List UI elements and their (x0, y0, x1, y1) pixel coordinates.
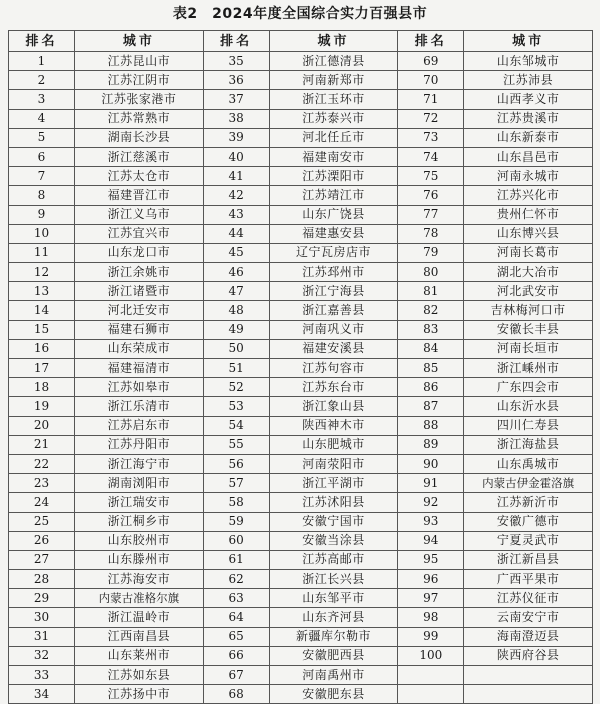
city-cell: 福建南安市 (269, 147, 398, 166)
table-row (9, 205, 593, 224)
rank-cell: 84 (398, 339, 464, 358)
city-cell: 山东莱州市 (75, 646, 204, 665)
table-row (9, 282, 593, 301)
city-cell (464, 685, 593, 704)
table-row (9, 90, 593, 109)
rank-cell: 96 (398, 570, 464, 589)
rank-cell: 50 (203, 339, 269, 358)
rank-cell: 86 (398, 378, 464, 397)
city-cell: 安徽长丰县 (464, 320, 593, 339)
rank-cell: 43 (203, 205, 269, 224)
header-city: 城市 (75, 31, 204, 52)
rank-cell: 46 (203, 263, 269, 282)
table-row (9, 435, 593, 454)
city-cell: 浙江义乌市 (75, 205, 204, 224)
rank-cell: 24 (9, 493, 75, 512)
rank-cell: 83 (398, 320, 464, 339)
rank-cell: 10 (9, 224, 75, 243)
rank-cell: 38 (203, 109, 269, 128)
city-cell: 江西南昌县 (75, 627, 204, 646)
city-cell: 江苏泰兴市 (269, 109, 398, 128)
city-cell: 江苏仪征市 (464, 589, 593, 608)
rank-cell: 31 (9, 627, 75, 646)
header-city: 城市 (464, 31, 593, 52)
city-cell: 内蒙古伊金霍洛旗 (464, 474, 593, 493)
rank-cell: 2 (9, 71, 75, 90)
city-cell: 四川仁寿县 (464, 416, 593, 435)
city-cell: 辽宁瓦房店市 (269, 243, 398, 262)
rank-cell: 70 (398, 71, 464, 90)
table-row (9, 339, 593, 358)
city-cell: 江苏东台市 (269, 378, 398, 397)
rank-cell: 44 (203, 224, 269, 243)
rank-cell: 23 (9, 474, 75, 493)
city-cell: 浙江嵊州市 (464, 359, 593, 378)
city-cell: 浙江乐清市 (75, 397, 204, 416)
city-cell: 江苏句容市 (269, 359, 398, 378)
city-cell: 福建惠安县 (269, 224, 398, 243)
city-cell: 河南禹州市 (269, 666, 398, 685)
rank-cell: 49 (203, 320, 269, 339)
rank-cell: 67 (203, 666, 269, 685)
rank-cell: 95 (398, 550, 464, 569)
city-cell: 江苏太仓市 (75, 167, 204, 186)
city-cell: 安徽肥东县 (269, 685, 398, 704)
rank-cell: 26 (9, 531, 75, 550)
table-row (9, 359, 593, 378)
header-city: 城市 (269, 31, 398, 52)
city-cell: 山东龙口市 (75, 243, 204, 262)
city-cell: 浙江桐乡市 (75, 512, 204, 531)
city-cell: 江苏新沂市 (464, 493, 593, 512)
city-cell: 江苏丹阳市 (75, 435, 204, 454)
city-cell: 山东广饶县 (269, 205, 398, 224)
city-cell: 陕西府谷县 (464, 646, 593, 665)
rank-cell: 1 (9, 52, 75, 71)
city-cell: 安徽当涂县 (269, 531, 398, 550)
city-cell: 河南长垣市 (464, 339, 593, 358)
city-cell: 湖南浏阳市 (75, 474, 204, 493)
city-cell: 福建石狮市 (75, 320, 204, 339)
rank-cell: 41 (203, 167, 269, 186)
table-row (9, 397, 593, 416)
rank-cell: 53 (203, 397, 269, 416)
city-cell: 吉林梅河口市 (464, 301, 593, 320)
rank-cell (398, 685, 464, 704)
rank-cell: 16 (9, 339, 75, 358)
city-cell: 山东胶州市 (75, 531, 204, 550)
city-cell: 浙江平湖市 (269, 474, 398, 493)
city-cell: 江苏启东市 (75, 416, 204, 435)
city-cell: 浙江温岭市 (75, 608, 204, 627)
rank-cell: 37 (203, 90, 269, 109)
table-row (9, 224, 593, 243)
city-cell: 浙江嘉善县 (269, 301, 398, 320)
rank-cell: 74 (398, 147, 464, 166)
rank-cell: 99 (398, 627, 464, 646)
city-cell: 江苏贵溪市 (464, 109, 593, 128)
city-cell: 浙江海盐县 (464, 435, 593, 454)
table-caption: 表2 2024年度全国综合实力百强县市 (172, 6, 428, 22)
city-cell: 内蒙古准格尔旗 (75, 589, 204, 608)
table-row (9, 550, 593, 569)
table-row (9, 301, 593, 320)
rank-cell: 97 (398, 589, 464, 608)
table-row (9, 454, 593, 473)
rank-cell: 55 (203, 435, 269, 454)
rank-cell: 17 (9, 359, 75, 378)
rank-cell: 7 (9, 167, 75, 186)
table-row (9, 320, 593, 339)
rank-cell: 32 (9, 646, 75, 665)
city-cell: 山东肥城市 (269, 435, 398, 454)
city-cell: 山东滕州市 (75, 550, 204, 569)
city-cell: 江苏邳州市 (269, 263, 398, 282)
rank-cell: 13 (9, 282, 75, 301)
rank-cell: 92 (398, 493, 464, 512)
table-row (9, 416, 593, 435)
city-cell: 江苏沛县 (464, 71, 593, 90)
rank-cell: 9 (9, 205, 75, 224)
rank-cell: 29 (9, 589, 75, 608)
rank-cell: 47 (203, 282, 269, 301)
rank-cell: 98 (398, 608, 464, 627)
rank-cell: 30 (9, 608, 75, 627)
rank-cell: 80 (398, 263, 464, 282)
rank-cell: 82 (398, 301, 464, 320)
rank-cell: 78 (398, 224, 464, 243)
rank-cell: 71 (398, 90, 464, 109)
table-row (9, 685, 593, 704)
rank-cell: 45 (203, 243, 269, 262)
rank-cell: 15 (9, 320, 75, 339)
city-cell: 山东禹城市 (464, 454, 593, 473)
rank-cell: 40 (203, 147, 269, 166)
city-cell: 江苏靖江市 (269, 186, 398, 205)
city-cell: 浙江玉环市 (269, 90, 398, 109)
city-cell: 河北迁安市 (75, 301, 204, 320)
city-cell: 山东邹平市 (269, 589, 398, 608)
table-row (9, 186, 593, 205)
rank-cell: 19 (9, 397, 75, 416)
rank-cell: 60 (203, 531, 269, 550)
table-header-row (9, 31, 593, 52)
rank-cell: 36 (203, 71, 269, 90)
rank-cell: 20 (9, 416, 75, 435)
city-cell: 安徽肥西县 (269, 646, 398, 665)
rank-cell: 58 (203, 493, 269, 512)
table-row (9, 71, 593, 90)
city-cell: 山东荣成市 (75, 339, 204, 358)
rank-cell: 57 (203, 474, 269, 493)
city-cell: 贵州仁怀市 (464, 205, 593, 224)
rank-cell: 87 (398, 397, 464, 416)
city-cell: 山东邹城市 (464, 52, 593, 71)
rank-cell: 56 (203, 454, 269, 473)
rank-cell: 48 (203, 301, 269, 320)
rank-cell: 72 (398, 109, 464, 128)
city-cell: 浙江新昌县 (464, 550, 593, 569)
city-cell: 河北任丘市 (269, 128, 398, 147)
rank-cell: 27 (9, 550, 75, 569)
table-row (9, 474, 593, 493)
city-cell: 广西平果市 (464, 570, 593, 589)
city-cell: 江苏张家港市 (75, 90, 204, 109)
table-row (9, 128, 593, 147)
table-row (9, 608, 593, 627)
city-cell: 湖北大冶市 (464, 263, 593, 282)
rank-cell: 85 (398, 359, 464, 378)
rank-cell: 52 (203, 378, 269, 397)
table-row (9, 109, 593, 128)
city-cell: 江苏兴化市 (464, 186, 593, 205)
city-cell: 浙江宁海县 (269, 282, 398, 301)
city-cell (464, 666, 593, 685)
rank-cell: 12 (9, 263, 75, 282)
city-cell: 福建福清市 (75, 359, 204, 378)
city-cell: 江苏海安市 (75, 570, 204, 589)
city-cell: 云南安宁市 (464, 608, 593, 627)
city-cell: 浙江长兴县 (269, 570, 398, 589)
rank-cell: 8 (9, 186, 75, 205)
city-cell: 河南长葛市 (464, 243, 593, 262)
table-row (9, 243, 593, 262)
city-cell: 江苏沭阳县 (269, 493, 398, 512)
rank-cell: 34 (9, 685, 75, 704)
rank-cell: 59 (203, 512, 269, 531)
rank-cell: 11 (9, 243, 75, 262)
table-row (9, 493, 593, 512)
city-cell: 新疆库尔勒市 (269, 627, 398, 646)
rank-cell: 39 (203, 128, 269, 147)
city-cell: 江苏江阴市 (75, 71, 204, 90)
city-cell: 广东四会市 (464, 378, 593, 397)
table-body (9, 52, 593, 704)
rank-cell: 73 (398, 128, 464, 147)
rank-cell: 100 (398, 646, 464, 665)
city-cell: 福建安溪县 (269, 339, 398, 358)
ranking-table (8, 30, 593, 704)
rank-cell: 22 (9, 454, 75, 473)
city-cell: 山东新泰市 (464, 128, 593, 147)
rank-cell: 33 (9, 666, 75, 685)
city-cell: 福建晋江市 (75, 186, 204, 205)
city-cell: 江苏昆山市 (75, 52, 204, 71)
city-cell: 江苏宜兴市 (75, 224, 204, 243)
table-row (9, 627, 593, 646)
table-row (9, 570, 593, 589)
city-cell: 河南荥阳市 (269, 454, 398, 473)
rank-cell: 6 (9, 147, 75, 166)
city-cell: 河南巩义市 (269, 320, 398, 339)
rank-cell: 63 (203, 589, 269, 608)
city-cell: 安徽广德市 (464, 512, 593, 531)
city-cell: 山东沂水县 (464, 397, 593, 416)
city-cell: 江苏高邮市 (269, 550, 398, 569)
table-row (9, 52, 593, 71)
city-cell: 山西孝义市 (464, 90, 593, 109)
rank-cell: 91 (398, 474, 464, 493)
rank-cell: 64 (203, 608, 269, 627)
rank-cell: 81 (398, 282, 464, 301)
rank-cell: 90 (398, 454, 464, 473)
city-cell: 浙江德清县 (269, 52, 398, 71)
table-row (9, 646, 593, 665)
rank-cell (398, 666, 464, 685)
table-row (9, 589, 593, 608)
rank-cell: 69 (398, 52, 464, 71)
rank-cell: 35 (203, 52, 269, 71)
city-cell: 江苏常熟市 (75, 109, 204, 128)
city-cell: 山东博兴县 (464, 224, 593, 243)
city-cell: 河南新郑市 (269, 71, 398, 90)
city-cell: 陕西神木市 (269, 416, 398, 435)
city-cell: 山东齐河县 (269, 608, 398, 627)
rank-cell: 79 (398, 243, 464, 262)
header-rank: 排名 (398, 31, 464, 52)
city-cell: 浙江海宁市 (75, 454, 204, 473)
rank-cell: 75 (398, 167, 464, 186)
city-cell: 安徽宁国市 (269, 512, 398, 531)
rank-cell: 21 (9, 435, 75, 454)
table-row (9, 666, 593, 685)
table-row (9, 531, 593, 550)
city-cell: 浙江慈溪市 (75, 147, 204, 166)
table-row (9, 378, 593, 397)
rank-cell: 68 (203, 685, 269, 704)
rank-cell: 77 (398, 205, 464, 224)
rank-cell: 61 (203, 550, 269, 569)
table-row (9, 263, 593, 282)
header-rank: 排名 (203, 31, 269, 52)
city-cell: 江苏扬中市 (75, 685, 204, 704)
rank-cell: 88 (398, 416, 464, 435)
city-cell: 浙江瑞安市 (75, 493, 204, 512)
city-cell: 江苏如皋市 (75, 378, 204, 397)
rank-cell: 66 (203, 646, 269, 665)
table-row (9, 512, 593, 531)
rank-cell: 62 (203, 570, 269, 589)
city-cell: 江苏溧阳市 (269, 167, 398, 186)
rank-cell: 25 (9, 512, 75, 531)
city-cell: 山东昌邑市 (464, 147, 593, 166)
header-rank: 排名 (9, 31, 75, 52)
rank-cell: 3 (9, 90, 75, 109)
city-cell: 浙江诸暨市 (75, 282, 204, 301)
rank-cell: 54 (203, 416, 269, 435)
rank-cell: 28 (9, 570, 75, 589)
rank-cell: 5 (9, 128, 75, 147)
rank-cell: 94 (398, 531, 464, 550)
rank-cell: 4 (9, 109, 75, 128)
city-cell: 河南永城市 (464, 167, 593, 186)
city-cell: 海南澄迈县 (464, 627, 593, 646)
rank-cell: 51 (203, 359, 269, 378)
table-row (9, 167, 593, 186)
city-cell: 江苏如东县 (75, 666, 204, 685)
rank-cell: 76 (398, 186, 464, 205)
city-cell: 河北武安市 (464, 282, 593, 301)
city-cell: 湖南长沙县 (75, 128, 204, 147)
rank-cell: 65 (203, 627, 269, 646)
city-cell: 宁夏灵武市 (464, 531, 593, 550)
rank-cell: 14 (9, 301, 75, 320)
rank-cell: 18 (9, 378, 75, 397)
rank-cell: 42 (203, 186, 269, 205)
table-row (9, 147, 593, 166)
city-cell: 浙江余姚市 (75, 263, 204, 282)
rank-cell: 89 (398, 435, 464, 454)
city-cell: 浙江象山县 (269, 397, 398, 416)
rank-cell: 93 (398, 512, 464, 531)
